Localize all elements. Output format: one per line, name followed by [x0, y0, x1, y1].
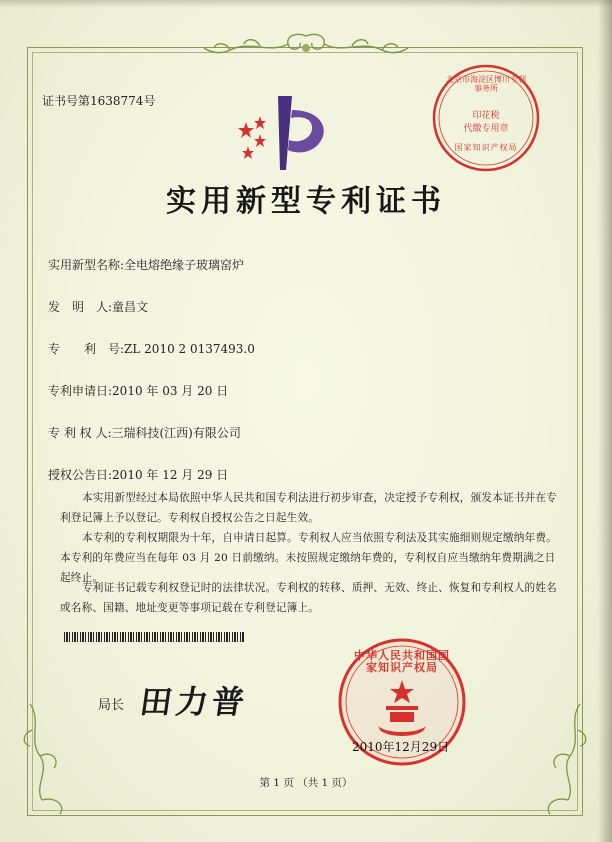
barcode [64, 632, 244, 642]
corner-ornament-bottom-left [22, 700, 82, 820]
agency-seal-center-line2: 代缴专用章 [463, 124, 509, 134]
director-signature: 田力普 [137, 683, 251, 721]
field-label: 专 利 权 人: [48, 426, 112, 440]
agency-seal-bottom-text: 国家知识产权局 [454, 143, 518, 152]
field-utility-model-name [48, 256, 244, 273]
field-label: 专利申请日: [48, 384, 113, 398]
field-value: 童昌文 [112, 300, 149, 314]
agency-seal [430, 62, 542, 174]
seal-date: 2010年12月29日 [352, 740, 450, 754]
field-label: 专 利 号: [48, 342, 125, 356]
field-patent-number [48, 340, 255, 357]
field-value: ZL 2010 2 0137493.0 [124, 342, 255, 356]
field-value: 2010 年 03 月 20 日 [112, 384, 229, 398]
field-patentee [48, 424, 241, 441]
top-ornament [200, 30, 412, 66]
field-label: 实用新型名称: [48, 258, 125, 272]
field-value: 2010 年 12 月 29 日 [112, 468, 229, 482]
corner-ornament-bottom-right [528, 700, 588, 820]
director-label: 局长 [98, 698, 125, 713]
field-filing-date [48, 382, 228, 399]
field-label: 授权公告日: [48, 468, 113, 482]
field-label: 发 明 人: [48, 300, 113, 314]
agency-seal-center-line1: 印花税 [472, 111, 500, 121]
paragraph-grant-statement: 本实用新型经过本局依照中华人民共和国专利法进行初步审查，决定授予专利权，颁发本证书并在专利登记簿上予以登记。专利权自授权公告之日起生效。 [60, 492, 557, 524]
field-value: 全电熔绝缘子玻璃窑炉 [124, 258, 245, 272]
paragraph-legal-status: 专利证书记载专利权登记时的法律状况。专利权的转移、质押、无效、终止、恢复和专利权人的姓名或名称、国籍、地址变更等事项记载在专利登记簿上。 [60, 582, 557, 614]
sipo-logo-icon [234, 92, 334, 174]
agency-seal-ring-text: 北京市海淀区博川专利事务所 [446, 75, 526, 93]
certificate-number: 证书号第1638774号 [42, 94, 156, 108]
scan-shadow-right [598, 0, 612, 842]
official-seal-text: 中华人民共和国国家知识产权局 [354, 649, 450, 674]
certificate-title: 实用新型专利证书 [166, 184, 446, 219]
scan-shadow-top [0, 0, 612, 8]
page-footer: 第 1 页 （共 1 页） [259, 777, 353, 789]
field-inventor [48, 298, 148, 315]
field-grant-date [48, 466, 228, 483]
field-value: 三瑞科技(江西)有限公司 [111, 426, 241, 440]
paragraph-term-fees: 本专利的专利权期限为十年，自申请日起算。专利权人应当依照专利法及其实施细则规定缴纳年费。本专利的年费应当在每年 03 月 20 日前缴纳。未按照规定缴纳年费的，专利权自应当缴纳年费期满之日起终止。 [60, 532, 557, 584]
